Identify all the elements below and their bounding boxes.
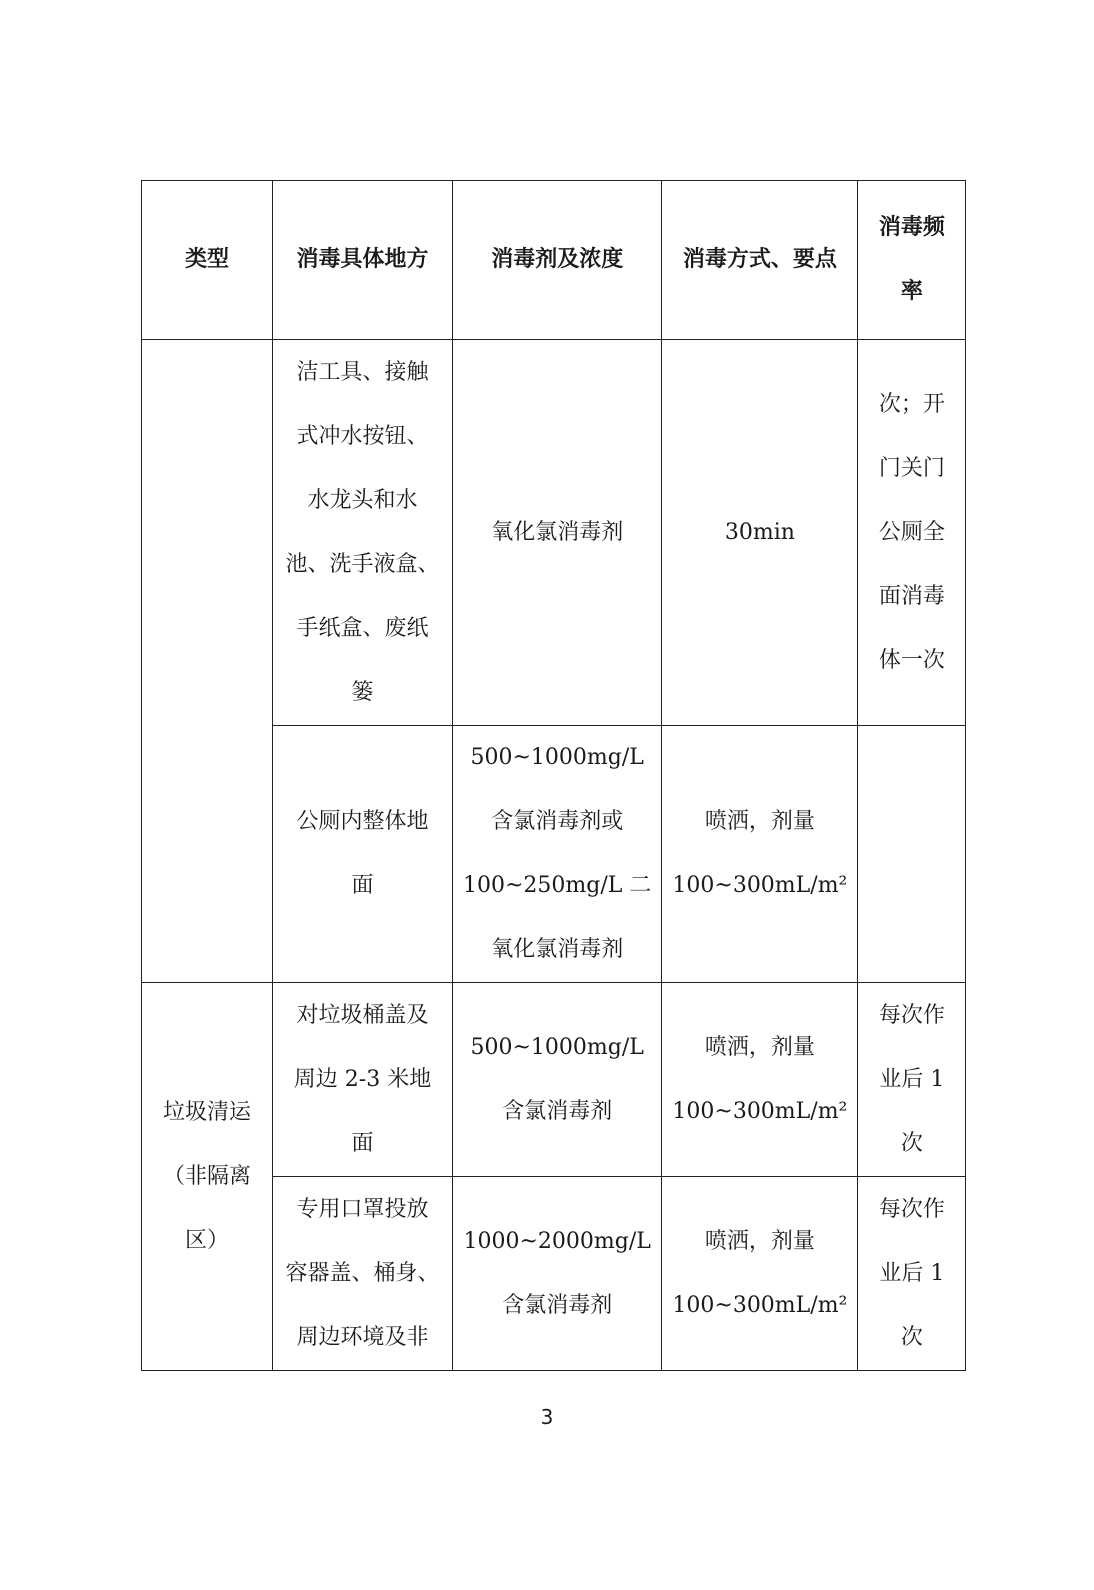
table-header-row <box>142 181 966 340</box>
cell-method: 30min <box>662 340 858 726</box>
cell-method: 喷洒，剂量 100~300mL/m² <box>662 1177 858 1371</box>
cell-place: 公厕内整体地 面 <box>273 726 453 983</box>
cell-frequency-empty <box>858 726 966 983</box>
header-type: 类型 <box>142 181 273 340</box>
cell-frequency: 每次作 业后 1 次 <box>858 1177 966 1371</box>
header-place: 消毒具体地方 <box>273 181 453 340</box>
cell-frequency: 每次作 业后 1 次 <box>858 983 966 1177</box>
cell-method: 喷洒，剂量 100~300mL/m² <box>662 726 858 983</box>
cell-place: 专用口罩投放 容器盖、桶身、 周边环境及非 <box>273 1177 453 1371</box>
cell-disinfectant: 500~1000mg/L 含氯消毒剂或 100~250mg/L 二 氧化氯消毒剂 <box>453 726 662 983</box>
disinfection-table <box>141 180 966 1371</box>
header-frequency: 消毒频 率 <box>858 181 966 340</box>
cell-category-empty <box>142 340 273 983</box>
cell-disinfectant: 1000~2000mg/L 含氯消毒剂 <box>453 1177 662 1371</box>
cell-category: 垃圾清运 （非隔离 区） <box>142 983 273 1371</box>
cell-frequency: 次；开 门关门 公厕全 面消毒 体一次 <box>858 340 966 726</box>
cell-place: 对垃圾桶盖及 周边 2-3 米地 面 <box>273 983 453 1177</box>
cell-place: 洁工具、接触 式冲水按钮、 水龙头和水 池、洗手液盒、 手纸盒、废纸 篓 <box>273 340 453 726</box>
header-disinfectant: 消毒剂及浓度 <box>453 181 662 340</box>
cell-method: 喷洒，剂量 100~300mL/m² <box>662 983 858 1177</box>
cell-disinfectant: 500~1000mg/L 含氯消毒剂 <box>453 983 662 1177</box>
table-row <box>142 340 966 726</box>
table-row <box>142 983 966 1177</box>
cell-disinfectant: 氧化氯消毒剂 <box>453 340 662 726</box>
header-method: 消毒方式、要点 <box>662 181 858 340</box>
page-number: 3 <box>540 1405 554 1429</box>
